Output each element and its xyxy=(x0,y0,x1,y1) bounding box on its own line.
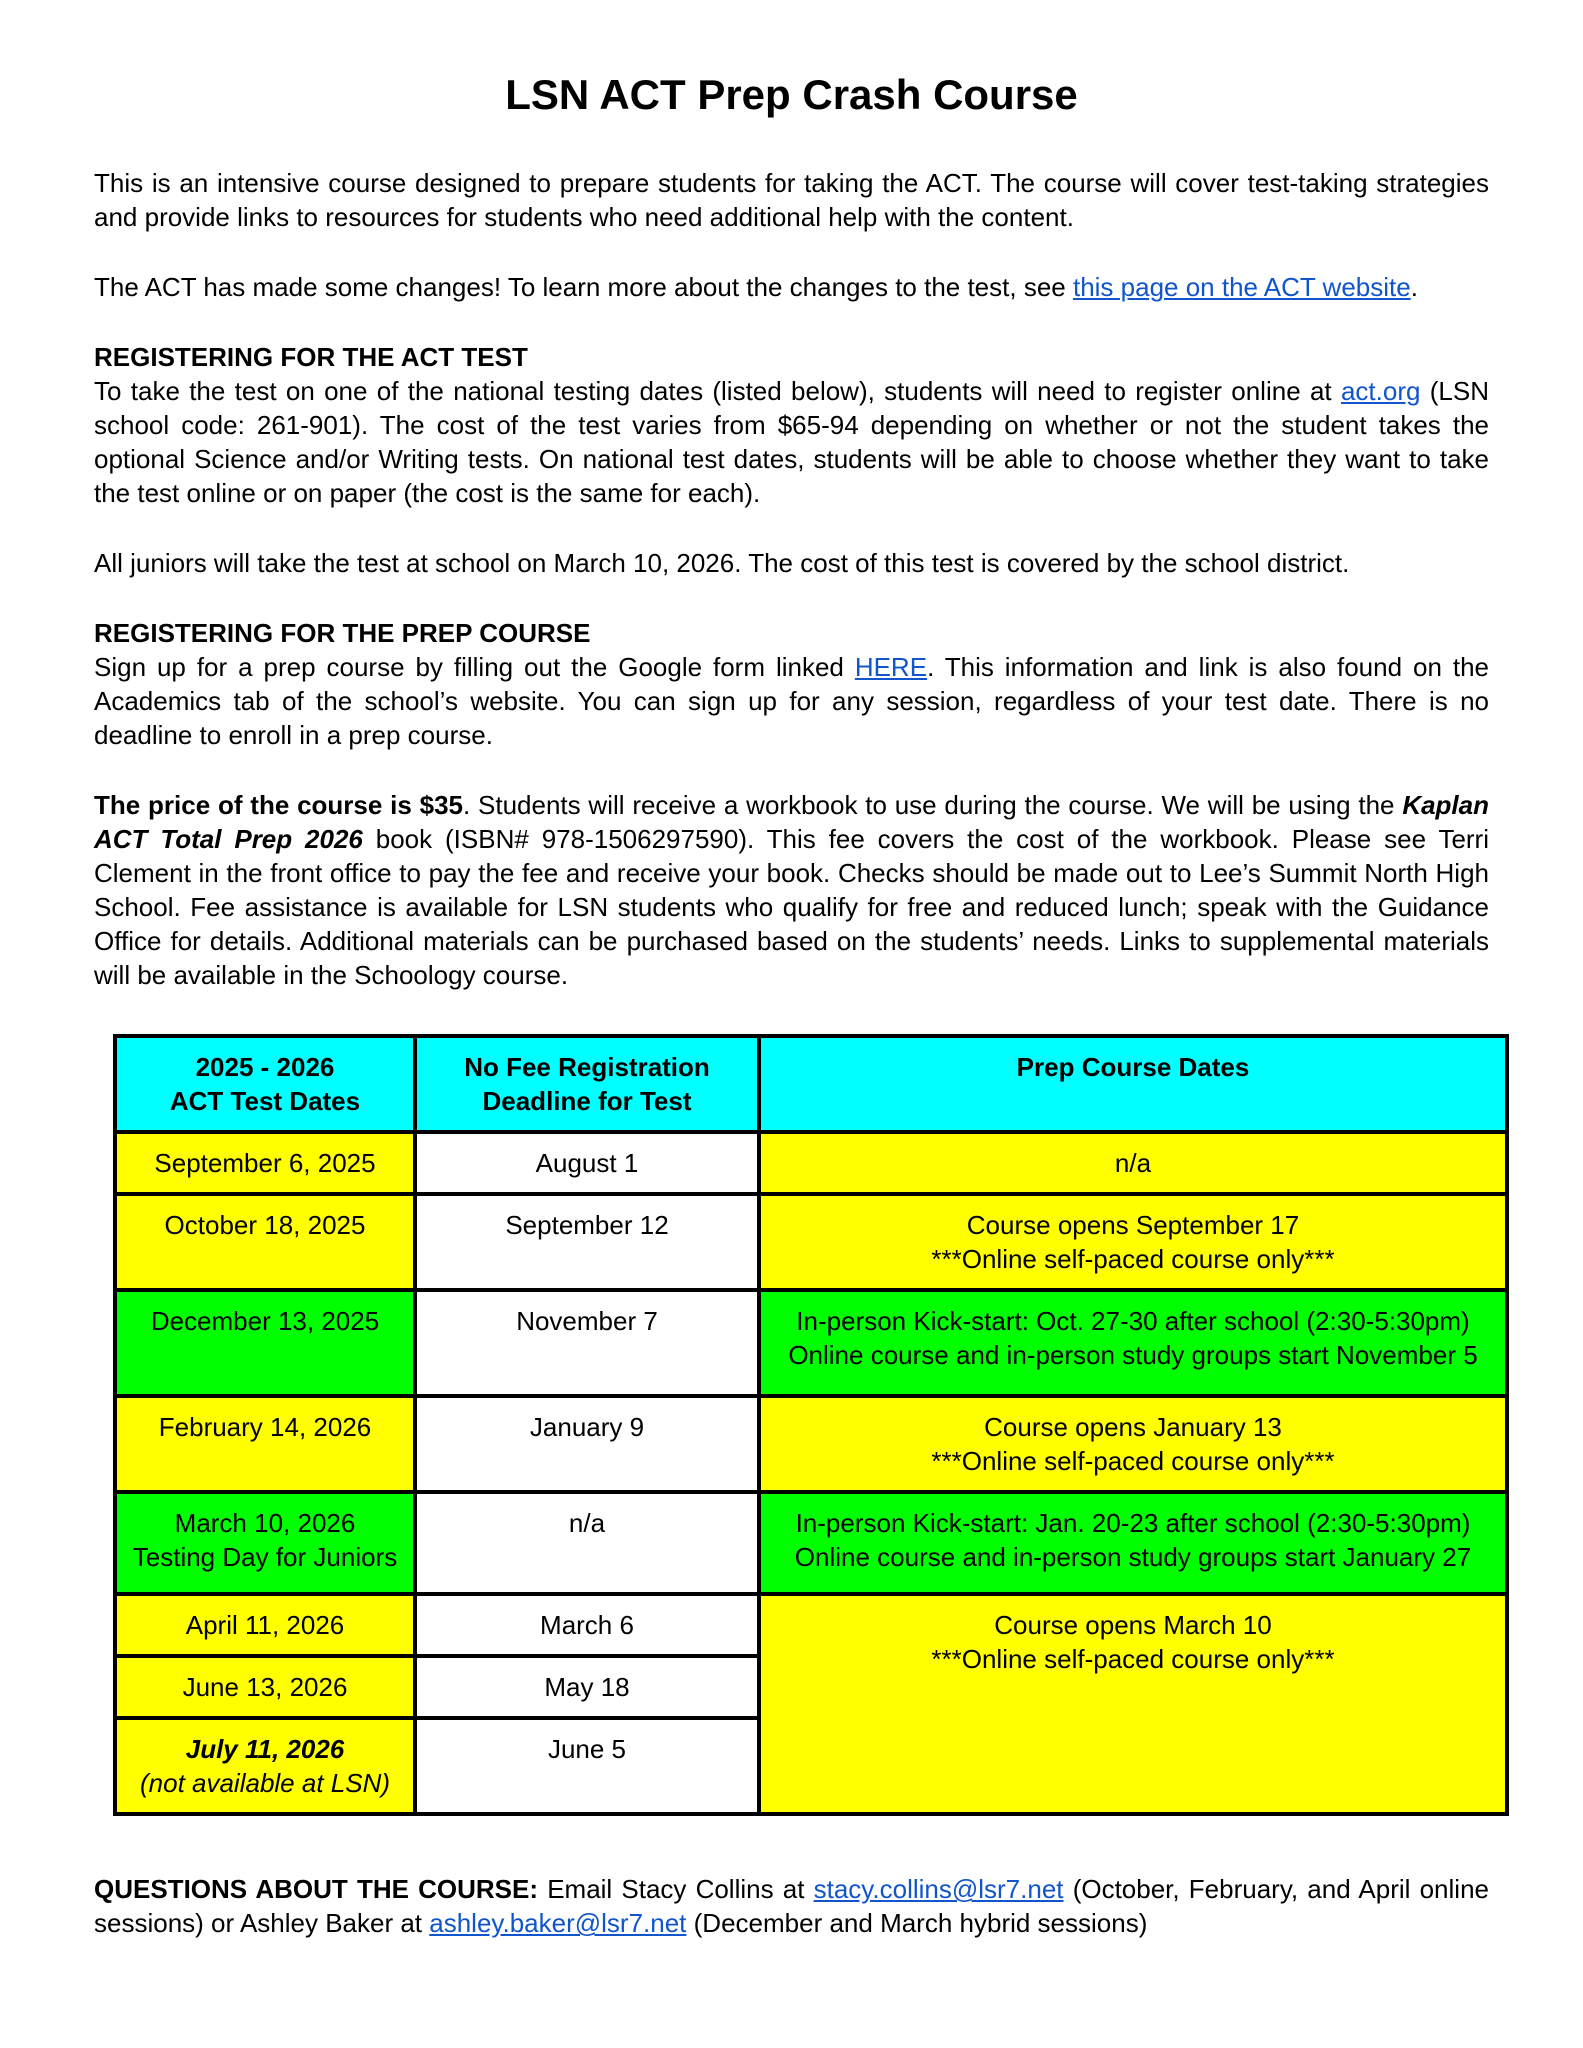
text-segment: The price of the course is $35 xyxy=(94,790,463,821)
prep-course-line2: ***Online self-paced course only*** xyxy=(931,1446,1335,1477)
test-date-line2: Testing Day for Juniors xyxy=(132,1542,398,1573)
prep-course-line1: In-person Kick-start: Oct. 27-30 after school (2:30-5:30pm) xyxy=(796,1306,1470,1337)
prep-course-line2: Online course and in-person study groups start November 5 xyxy=(788,1340,1478,1371)
stacy-email-link[interactable]: stacy.collins@lsr7.net xyxy=(813,1874,1064,1905)
text-segment: (October, February, and April online sessions) or Ashley Baker at xyxy=(94,1874,1489,1939)
test-date-cell: April 11, 2026 xyxy=(115,1594,415,1656)
deadline-cell: May 18 xyxy=(415,1656,759,1718)
deadline-cell: n/a xyxy=(415,1492,759,1594)
header-test-dates-line2: ACT Test Dates xyxy=(169,1086,361,1117)
text-segment: This is an intensive course designed to prepare students for taking the ACT. The course will cover test-taking strategies and provide links to resources for students who need additional help with the content. xyxy=(94,168,1489,233)
signup-here-link[interactable]: HERE xyxy=(854,652,928,683)
text-segment: . xyxy=(1410,272,1418,303)
deadline-cell: August 1 xyxy=(415,1132,759,1194)
juniors-test-day-paragraph xyxy=(94,546,1489,580)
prep-course-line1: Course opens January 13 xyxy=(984,1412,1282,1443)
deadline-cell: March 6 xyxy=(415,1594,759,1656)
ashley-email-link[interactable]: ashley.baker@lsr7.net xyxy=(429,1908,687,1939)
table-row-september xyxy=(115,1132,1507,1194)
test-date-cell: June 13, 2026 xyxy=(115,1656,415,1718)
deadline-cell: November 7 xyxy=(415,1290,759,1396)
deadline-cell: September 12 xyxy=(415,1194,759,1290)
prep-course-line2: Online course and in-person study groups start January 27 xyxy=(794,1542,1472,1573)
text-segment: Kaplan ACT Total Prep 2026 xyxy=(94,790,1489,855)
prep-course-cell xyxy=(759,1492,1507,1594)
prep-course-line1: Course opens March 10 xyxy=(994,1610,1272,1641)
test-date-cell: September 6, 2025 xyxy=(115,1132,415,1194)
prep-course-line1: Course opens September 17 xyxy=(966,1210,1300,1241)
test-date-cell: February 14, 2026 xyxy=(115,1396,415,1492)
section-heading-act-test-registration: REGISTERING FOR THE ACT TEST xyxy=(94,342,528,373)
questions-paragraph xyxy=(94,1872,1489,1940)
header-cell-prep-course-dates: Prep Course Dates xyxy=(759,1036,1507,1132)
prep-course-line2: ***Online self-paced course only*** xyxy=(931,1644,1335,1675)
text-segment: All juniors will take the test at school on March 10, 2026. The cost of this test is covered by the school district. xyxy=(94,548,1350,579)
text-segment: . Students will receive a workbook to use during the course. We will be using the xyxy=(462,790,1403,821)
prep-course-signup-paragraph xyxy=(94,650,1489,752)
act-changes-paragraph xyxy=(94,270,1489,304)
table-row-march xyxy=(115,1492,1507,1594)
table-header-row xyxy=(115,1036,1507,1132)
text-segment: To take the test on one of the national testing dates (listed below), students will need to register online at xyxy=(94,376,1341,407)
table-row-february xyxy=(115,1396,1507,1492)
deadline-cell: June 5 xyxy=(415,1718,759,1814)
test-date-line1: July 11, 2026 xyxy=(185,1734,345,1765)
act-changes-link[interactable]: this page on the ACT website xyxy=(1072,272,1411,303)
header-test-dates-line1: 2025 - 2026 xyxy=(195,1052,335,1083)
text-segment: (December and March hybrid sessions) xyxy=(686,1908,1148,1939)
section-heading-prep-course-registration: REGISTERING FOR THE PREP COURSE xyxy=(94,618,591,649)
header-deadline-line2: Deadline for Test xyxy=(482,1086,692,1117)
test-date-line1: March 10, 2026 xyxy=(174,1508,356,1539)
header-cell-test-dates xyxy=(115,1036,415,1132)
document-title: LSN ACT Prep Crash Course xyxy=(505,71,1078,118)
text-segment: (LSN school code: 261-901). The cost of the test varies from $65-94 depending on whether or not the student takes the optional Science and/or Writing tests. On national test dates, students will be able to choose whether they want to take the test online or on paper (the cost is the same for each). xyxy=(94,376,1489,509)
prep-course-cell xyxy=(759,1194,1507,1290)
header-cell-deadline xyxy=(415,1036,759,1132)
prep-course-cell xyxy=(759,1290,1507,1396)
test-date-cell: October 18, 2025 xyxy=(115,1194,415,1290)
intro-paragraph xyxy=(94,166,1489,234)
header-deadline-line1: No Fee Registration xyxy=(464,1052,710,1083)
table-row-october xyxy=(115,1194,1507,1290)
test-date-cell xyxy=(115,1492,415,1594)
test-date-line2: (not available at LSN) xyxy=(139,1768,391,1799)
text-segment: book (ISBN# 978-1506297590). This fee covers the cost of the workbook. Please see Terri Clement in the front office to pay the fee and receive your book. Checks should be made out to Lee’s Summit North High School. Fee assistance is available for LSN students who qualify for free and reduced lunch; speak with the Guidance Office for details. Additional materials can be purchased based on the students’ needs. Links to supplemental materials will be available in the Schoology course. xyxy=(94,824,1489,991)
schedule-table xyxy=(113,1034,1509,1816)
text-segment: The ACT has made some changes! To learn more about the changes to the test, see xyxy=(94,272,1073,303)
test-date-cell: December 13, 2025 xyxy=(115,1290,415,1396)
prep-course-cell xyxy=(759,1396,1507,1492)
text-segment: QUESTIONS ABOUT THE COURSE: xyxy=(94,1874,539,1905)
table-row-december xyxy=(115,1290,1507,1396)
deadline-cell: January 9 xyxy=(415,1396,759,1492)
text-segment: . This information and link is also found on the Academics tab of the school’s website. You can sign up for any session, regardless of your test date. There is no deadline to enroll in a prep course. xyxy=(94,652,1489,751)
test-date-cell xyxy=(115,1718,415,1814)
course-price-paragraph xyxy=(94,788,1489,992)
table-row-april xyxy=(115,1594,1507,1656)
text-segment: Sign up for a prep course by filling out the Google form linked xyxy=(94,652,855,683)
act-test-registration-paragraph xyxy=(94,374,1489,510)
prep-course-line1: In-person Kick-start: Jan. 20-23 after school (2:30-5:30pm) xyxy=(795,1508,1471,1539)
prep-course-merged-cell xyxy=(759,1594,1507,1814)
prep-course-line2: ***Online self-paced course only*** xyxy=(931,1244,1335,1275)
act-org-link[interactable]: act.org xyxy=(1340,376,1421,407)
prep-course-cell: n/a xyxy=(759,1132,1507,1194)
text-segment: Email Stacy Collins at xyxy=(538,1874,814,1905)
